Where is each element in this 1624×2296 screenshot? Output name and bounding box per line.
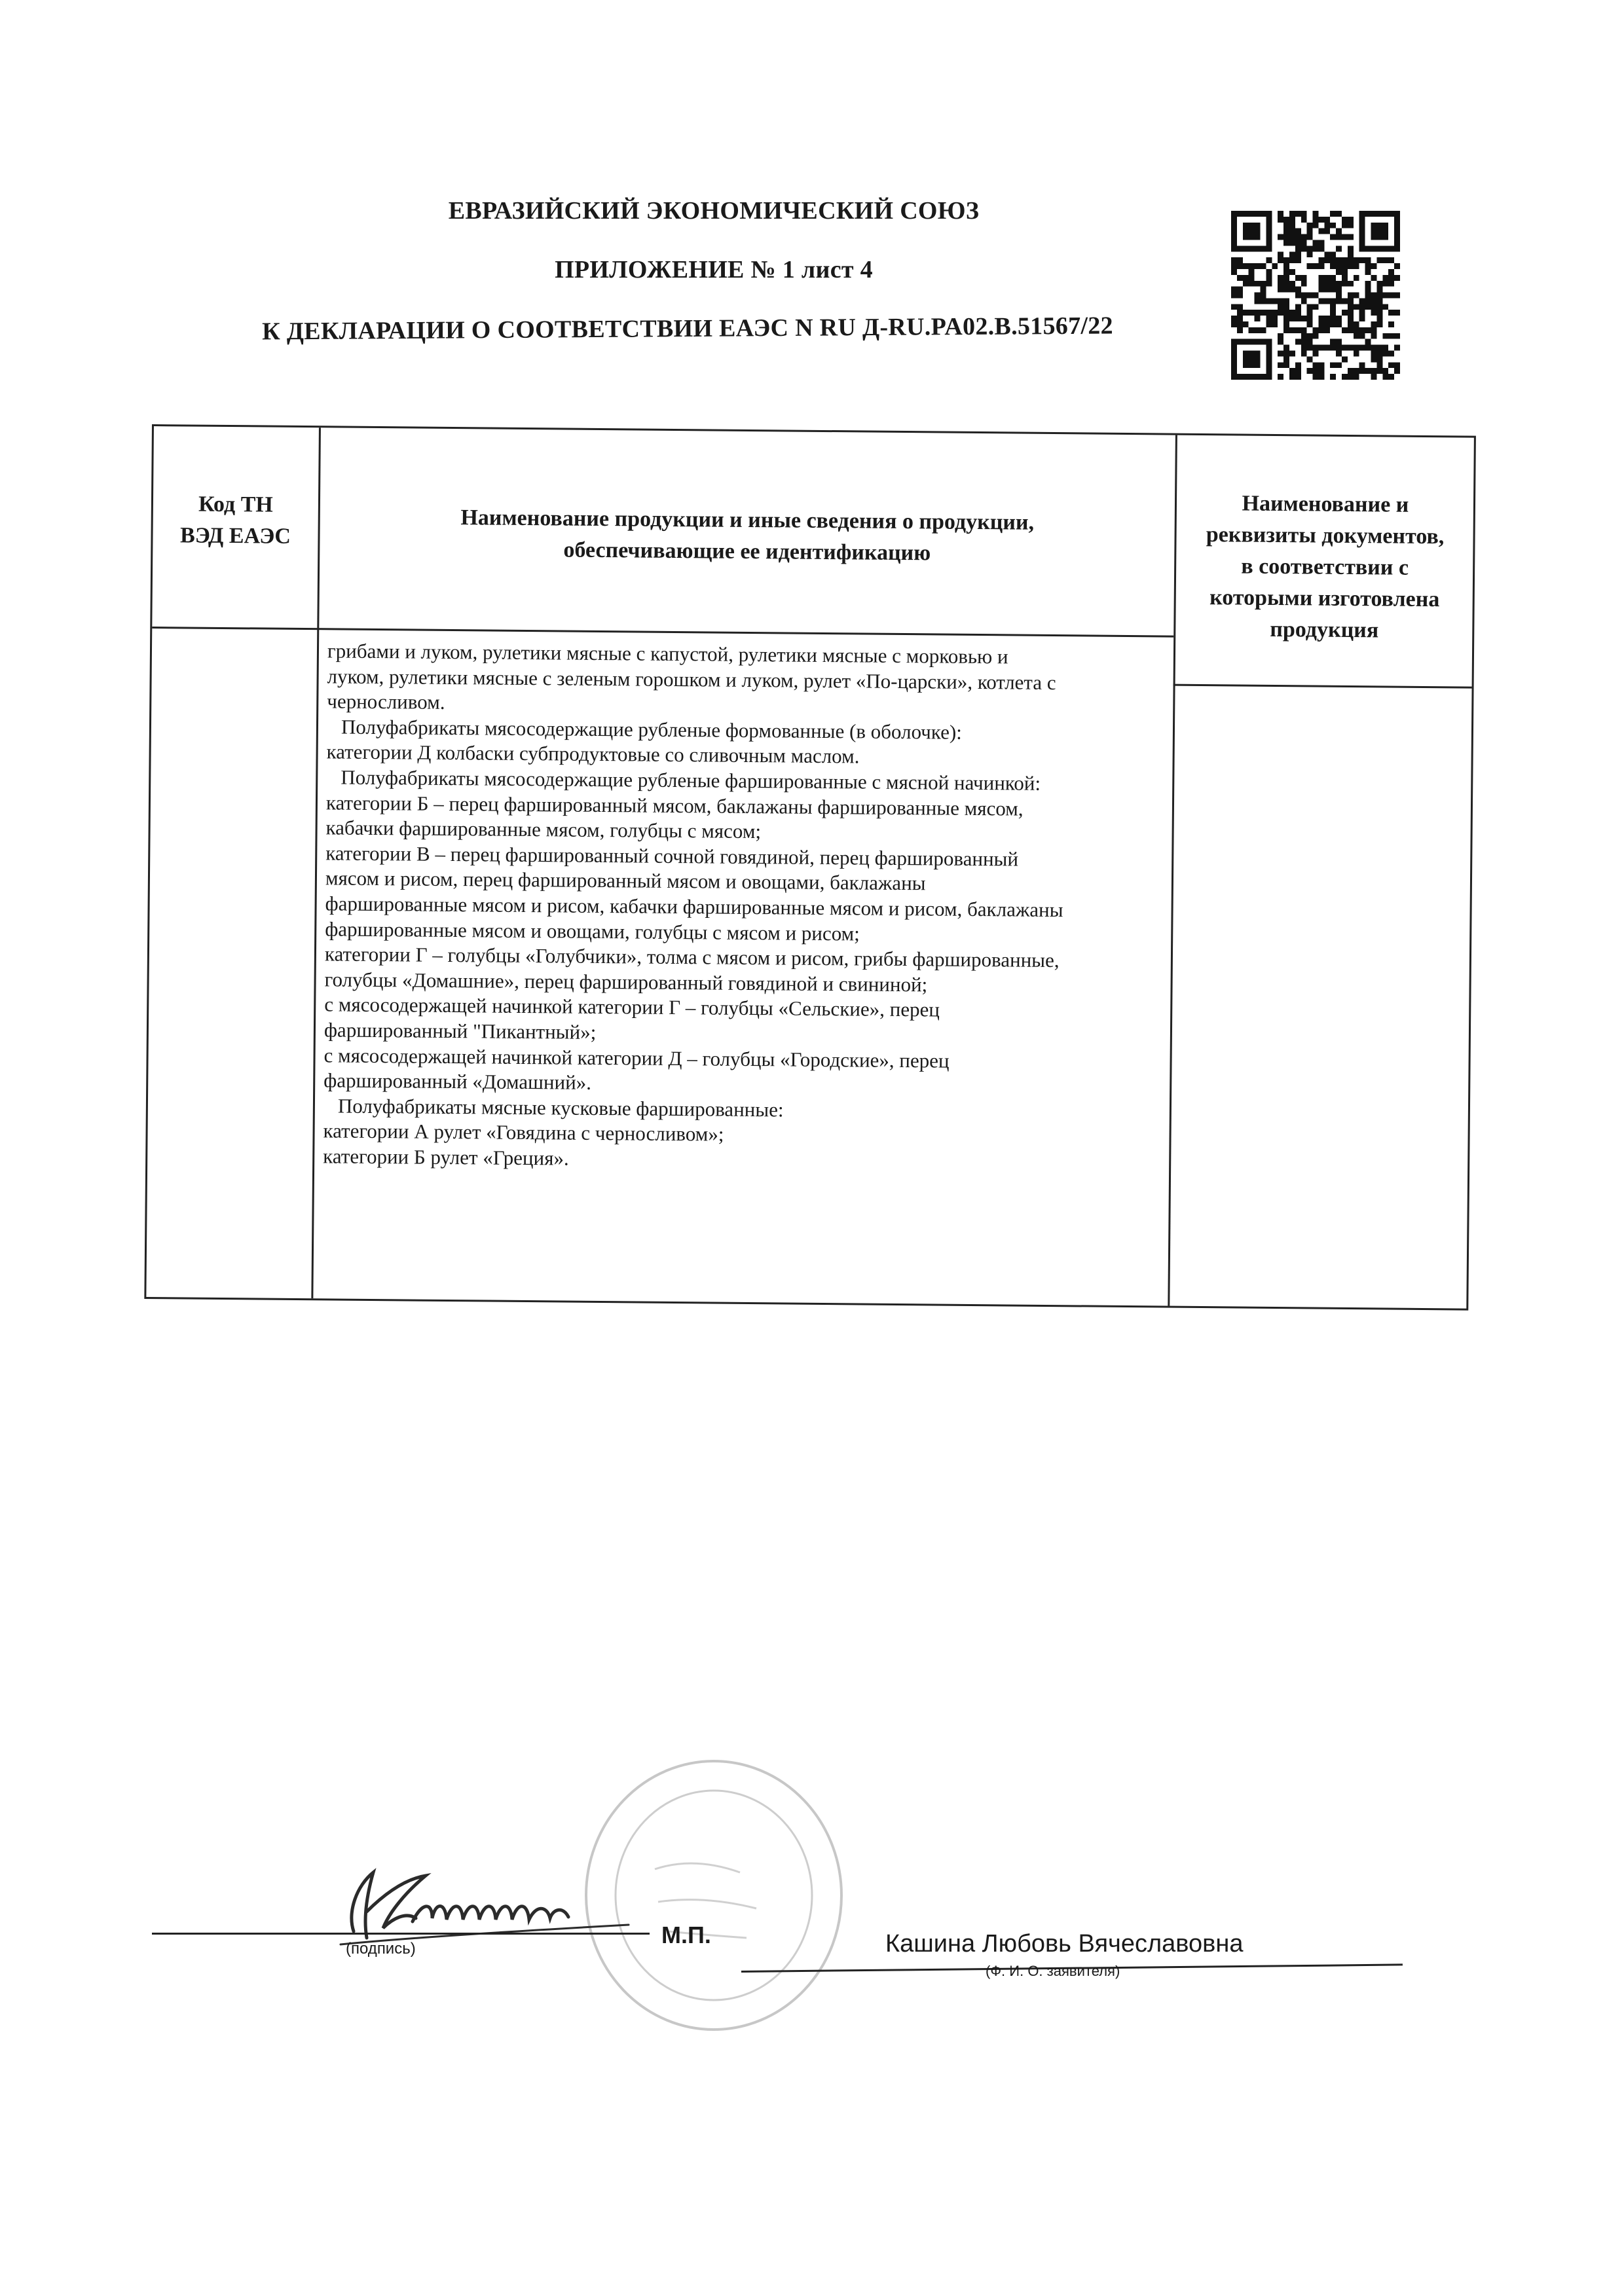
content-line: категории Б рулет «Греция». <box>323 1144 569 1170</box>
union-title: ЕВРАЗИЙСКИЙ ЭКОНОМИЧЕСКИЙ СОЮЗ <box>448 197 980 225</box>
content-line: кабачки фаршированные мясом, голубцы с мясом; <box>325 816 762 843</box>
name-label: (Ф. И. О. заявителя) <box>986 1963 1120 1979</box>
qr-code-icon <box>1231 211 1400 380</box>
content-line: фаршированные мясом и овощами, голубцы с мясом и рисом; <box>325 917 860 945</box>
content-line: грибами и луком, рулетики мясные с капустой, рулетики мясные с морковью и <box>327 639 1008 668</box>
product-table <box>144 424 1476 1311</box>
content-line: с мясосодержащей начинкой категории Д – голубцы «Городские», перец <box>323 1043 950 1072</box>
content-line: Полуфабрикаты мясосодержащие рубленые фаршированные с мясной начинкой: <box>341 765 1041 795</box>
content-line: мясом и рисом, перец фаршированный мясом и овощами, баклажаны <box>325 866 926 895</box>
col-header-documents: Наименование и реквизиты документов, в соответствии с которыми изготовлена продукция <box>1206 491 1445 643</box>
content-line: с мясосодержащей начинкой категории Г – голубцы «Сельские», перец <box>324 993 940 1021</box>
content-line: фаршированный «Домашний». <box>323 1068 592 1094</box>
content-line: Полуфабрикаты мясные кусковые фаршированные: <box>337 1094 784 1121</box>
header-divider <box>1173 684 1472 689</box>
signature-label: (подпись) <box>346 1940 416 1958</box>
signature-line <box>152 1933 650 1935</box>
appendix-title: ПРИЛОЖЕНИЕ № 1 лист 4 <box>555 256 873 283</box>
declaration-number: К ДЕКЛАРАЦИИ О СООТВЕТСТВИИ ЕАЭС N RU Д-RU.PA02.B.51567/22 <box>261 312 1114 346</box>
content-line: черносливом. <box>327 689 445 714</box>
col-header-code: Код ТН ВЭД ЕАЭС <box>179 492 291 549</box>
content-line: фаршированные мясом и рисом, кабачки фаршированные мясом и рисом, баклажаны <box>325 892 1063 922</box>
header-divider <box>152 627 1173 638</box>
content-line: категории Д колбаски субпродуктовые со сливочным маслом. <box>326 740 860 768</box>
table-divider <box>311 428 321 1298</box>
mp-label: М.П. <box>661 1922 711 1948</box>
applicant-name: Кашина Любовь Вячеславовна <box>885 1930 1244 1958</box>
content-line: категории Б – перец фаршированный мясом, баклажаны фаршированные мясом, <box>325 790 1024 820</box>
product-description <box>323 638 1162 1176</box>
content-line: фаршированный "Пикантный»; <box>323 1018 597 1044</box>
content-line: категории А рулет «Говядина с черносливом»; <box>323 1119 724 1146</box>
content-line: категории В – перец фаршированный сочной говядиной, перец фаршированный <box>325 841 1019 871</box>
content-line: луком, рулетики мясные с зеленым горошком и луком, рулет «По-царски», котлета с <box>327 664 1056 694</box>
content-line: голубцы «Домашние», перец фаршированный говядиной и свининой; <box>324 968 928 996</box>
col-header-product: Наименование продукции и иные сведения о продукции, обеспечивающие ее идентификацию <box>460 505 1035 566</box>
content-line: категории Г – голубцы «Голубчики», толма с мясом и рисом, грибы фаршированные, <box>324 942 1060 972</box>
content-line: Полуфабрикаты мясосодержащие рубленые формованные (в оболочке): <box>341 715 963 744</box>
